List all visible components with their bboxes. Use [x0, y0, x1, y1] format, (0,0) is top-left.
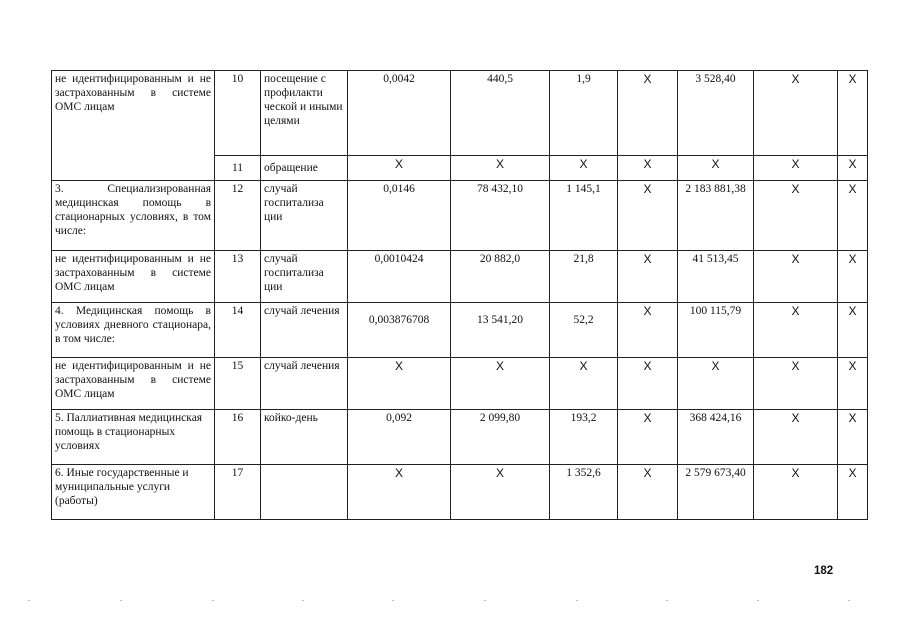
value-cell: 2 183 881,38	[678, 181, 754, 251]
unit-cell: посещение с профилакти ческой и иными целями	[261, 71, 348, 156]
row-description: 4. Медицинская помощь в условиях дневного стационара, в том числе:	[52, 303, 215, 358]
value-cell: 368 424,16	[678, 410, 754, 465]
value-cell: Х	[451, 156, 550, 181]
row-number: 16	[215, 410, 261, 465]
value-cell: Х	[838, 71, 868, 156]
unit-cell: случай лечения	[261, 303, 348, 358]
table-row	[52, 303, 868, 358]
value-cell: Х	[678, 358, 754, 410]
page-number: 182	[814, 565, 834, 577]
value-cell: Х	[550, 358, 618, 410]
value-cell: 0,003876708	[348, 303, 451, 358]
value-cell: Х	[618, 156, 678, 181]
unit-cell	[261, 465, 348, 520]
unit-cell: койко-день	[261, 410, 348, 465]
value-cell: Х	[618, 181, 678, 251]
unit-cell: случай госпитализа ции	[261, 181, 348, 251]
value-cell: 1,9	[550, 71, 618, 156]
value-cell: Х	[838, 156, 868, 181]
value-cell: 13 541,20	[451, 303, 550, 358]
value-cell: 1 145,1	[550, 181, 618, 251]
row-description: 3. Специализированная медицинская помощь в стационарных условиях, в том числе:	[52, 181, 215, 251]
value-cell: Х	[618, 410, 678, 465]
unit-cell: случай лечения	[261, 358, 348, 410]
row-description: не идентифицированным и не застрахованным в системе ОМС лицам	[52, 358, 215, 410]
row-number: 12	[215, 181, 261, 251]
value-cell: Х	[754, 358, 838, 410]
value-cell: Х	[618, 251, 678, 303]
value-cell: 0,0042	[348, 71, 451, 156]
table-row	[52, 465, 868, 520]
value-cell: Х	[550, 156, 618, 181]
value-cell: 2 099,80	[451, 410, 550, 465]
value-cell: Х	[618, 465, 678, 520]
row-number: 14	[215, 303, 261, 358]
table-row	[52, 71, 868, 156]
value-cell: 2 579 673,40	[678, 465, 754, 520]
value-cell: Х	[754, 303, 838, 358]
value-cell: Х	[838, 181, 868, 251]
value-cell: 21,8	[550, 251, 618, 303]
value-cell: Х	[348, 156, 451, 181]
value-cell: Х	[838, 251, 868, 303]
value-cell: 1 352,6	[550, 465, 618, 520]
row-number: 17	[215, 465, 261, 520]
value-cell: 41 513,45	[678, 251, 754, 303]
table-row	[52, 358, 868, 410]
value-cell: Х	[618, 358, 678, 410]
table-row	[52, 410, 868, 465]
unit-cell: случай госпитализа ции	[261, 251, 348, 303]
value-cell: Х	[451, 358, 550, 410]
value-cell: Х	[451, 465, 550, 520]
value-cell: 52,2	[550, 303, 618, 358]
value-cell: 20 882,0	[451, 251, 550, 303]
value-cell: 0,0146	[348, 181, 451, 251]
value-cell: Х	[754, 181, 838, 251]
value-cell: 78 432,10	[451, 181, 550, 251]
value-cell: Х	[348, 465, 451, 520]
row-description: 6. Иные государственные и муниципальные услуги (работы)	[52, 465, 215, 520]
value-cell: Х	[838, 358, 868, 410]
row-number: 13	[215, 251, 261, 303]
value-cell: Х	[754, 251, 838, 303]
value-cell: Х	[754, 71, 838, 156]
value-cell: Х	[618, 303, 678, 358]
row-number: 11	[215, 156, 261, 181]
scan-artifact-dots	[0, 600, 905, 610]
data-table	[51, 70, 868, 520]
value-cell: Х	[678, 156, 754, 181]
value-cell: Х	[838, 465, 868, 520]
unit-cell: обращение	[261, 156, 348, 181]
value-cell: Х	[838, 410, 868, 465]
value-cell: Х	[754, 410, 838, 465]
value-cell: 193,2	[550, 410, 618, 465]
row-description: не идентифицированным и не застрахованным в системе ОМС лицам	[52, 251, 215, 303]
value-cell: Х	[754, 156, 838, 181]
row-number: 15	[215, 358, 261, 410]
value-cell: 440,5	[451, 71, 550, 156]
row-number: 10	[215, 71, 261, 156]
value-cell: 0,0010424	[348, 251, 451, 303]
value-cell: Х	[838, 303, 868, 358]
value-cell: 100 115,79	[678, 303, 754, 358]
value-cell: Х	[754, 465, 838, 520]
value-cell: Х	[348, 358, 451, 410]
table-row	[52, 251, 868, 303]
row-description: не идентифицированным и не застрахованным в системе ОМС лицам	[52, 71, 215, 181]
value-cell: 3 528,40	[678, 71, 754, 156]
value-cell: Х	[618, 71, 678, 156]
row-description: 5. Паллиативная медицинская помощь в стационарных условиях	[52, 410, 215, 465]
value-cell: 0,092	[348, 410, 451, 465]
table-row	[52, 181, 868, 251]
